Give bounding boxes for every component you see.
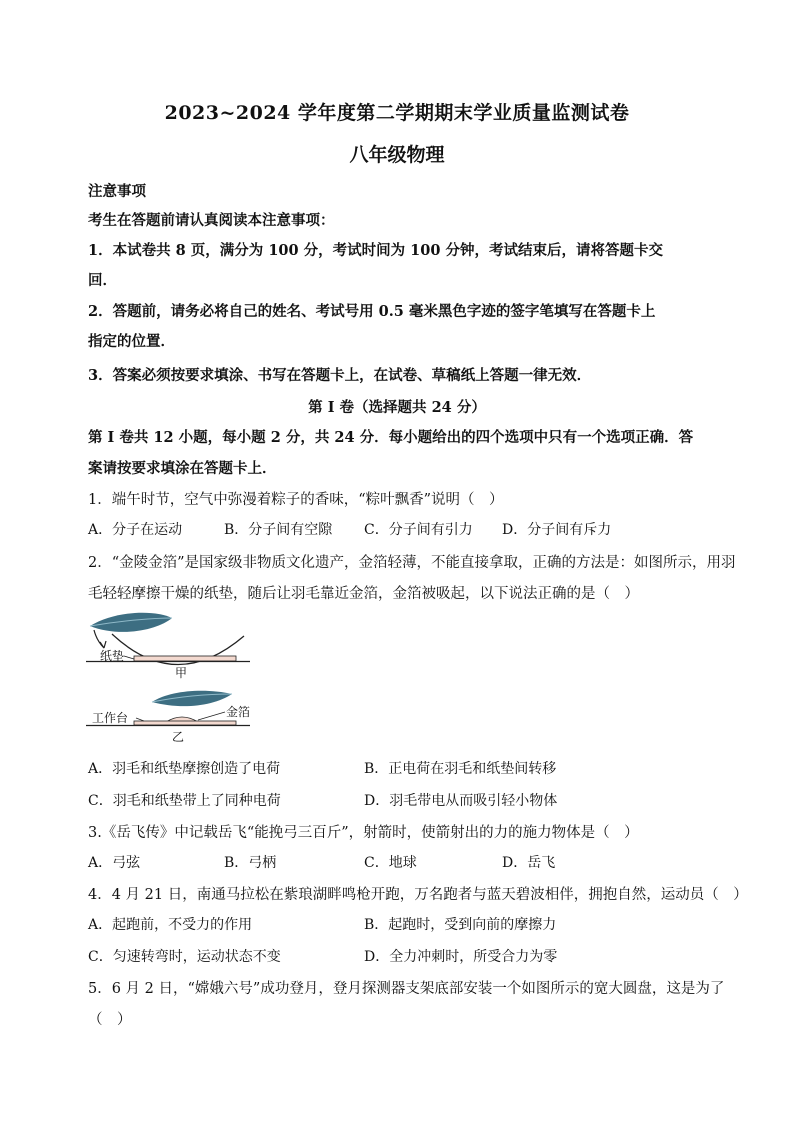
notice-item-2-cont: 指定的位置． [88,333,175,350]
q3-option-b[interactable]: B．弓柄 [224,855,277,871]
section-title: 第 I 卷（选择题共 24 分） [308,399,486,416]
question-3-stem: 3.《岳飞传》中记载岳飞“能挽弓三百斤”，射箭时，使箭射出的力的施力物体是（ ） [88,825,639,841]
question-2-stem-1: 2．“金陵金箔”是国家级非物质文化遗产，金箔轻薄，不能直接拿取，正确的方法是：如图所示，用羽 [88,555,736,571]
exam-subject: 八年级物理 [349,144,445,166]
q2-option-a[interactable]: A．羽毛和纸垫摩擦创造了电荷 [88,761,281,777]
feather-icon [90,613,172,632]
question-1-stem: 1．端午时节，空气中弥漫着粽子的香味，“粽叶飘香”说明（ ） [88,492,504,508]
label-workbench: 工作台 [92,711,129,725]
paper-pad-shape [134,656,236,661]
q4-option-a[interactable]: A．起跑前，不受力的作用 [88,917,253,933]
feather-gold-foil-figure [86,608,256,744]
label-jia: 甲 [175,666,188,680]
q4-option-b[interactable]: B．起跑时，受到向前的摩擦力 [364,917,557,933]
q4-option-d[interactable]: D．全力冲刺时，所受合力为零 [364,949,558,965]
notice-item-1-cont: 回． [88,272,117,289]
question-4-stem: 4．4 月 21 日，南通马拉松在紫琅湖畔鸣枪开跑，万名跑者与蓝天碧波相伴，拥抱自然，运动员（ ） [88,887,748,903]
question-5-stem-2: （ ） [88,1012,132,1028]
figure-jia [86,613,250,680]
q2-option-c[interactable]: C．羽毛和纸垫带上了同种电荷 [88,793,281,809]
notice-intro: 考生在答题前请认真阅读本注意事项： [88,212,335,229]
workbench-shape [134,721,236,725]
label-paper-pad: 纸垫 [100,649,125,663]
notice-item-3: 3．答案必须按要求填涂、书写在答题卡上，在试卷、草稿纸上答题一律无效． [88,367,592,384]
notice-heading: 注意事项 [88,183,146,200]
section-desc-2: 案请按要求填涂在答题卡上． [88,460,277,477]
question-2-stem-2: 毛轻轻摩擦干燥的纸垫，随后让羽毛靠近金箔，金箔被吸起，以下说法正确的是（ ） [88,586,639,602]
notice-item-1: 1．本试卷共 8 页，满分为 100 分，考试时间为 100 分钟，考试结束后，请将答题卡交 [88,242,663,259]
q1-option-d[interactable]: D．分子间有斥力 [502,522,612,538]
q2-option-b[interactable]: B．正电荷在羽毛和纸垫间转移 [364,761,557,777]
q3-option-c[interactable]: C．地球 [364,855,417,871]
label-yi: 乙 [172,730,185,744]
q1-option-c[interactable]: C．分子间有引力 [364,522,473,538]
q3-option-a[interactable]: A．弓弦 [88,855,141,871]
section-desc-1: 第 I 卷共 12 小题，每小题 2 分，共 24 分．每小题给出的四个选项中只有一个选项正确．答 [88,429,694,446]
label-gold-foil: 金箔 [226,705,251,719]
question-5-stem-1: 5．6 月 2 日，“嫦娥六号”成功登月，登月探测器支架底部安装一个如图所示的宽大圆盘，这是为了 [88,981,725,997]
q3-option-d[interactable]: D．岳飞 [502,855,556,871]
notice-item-2: 2．答题前，请务必将自己的姓名、考试号用 0.5 毫米黑色字迹的签字笔填写在答题卡上 [88,303,656,320]
q1-option-a[interactable]: A．分子在运动 [88,522,183,538]
q4-option-c[interactable]: C．匀速转弯时，运动状态不变 [88,949,281,965]
feather-icon-2 [152,691,232,706]
figure-yi [86,691,250,744]
exam-title: 2023~2024 学年度第二学期期末学业质量监测试卷 [164,102,630,124]
q1-option-b[interactable]: B．分子间有空隙 [224,522,333,538]
q2-option-d[interactable]: D．羽毛带电从而吸引轻小物体 [364,793,558,809]
